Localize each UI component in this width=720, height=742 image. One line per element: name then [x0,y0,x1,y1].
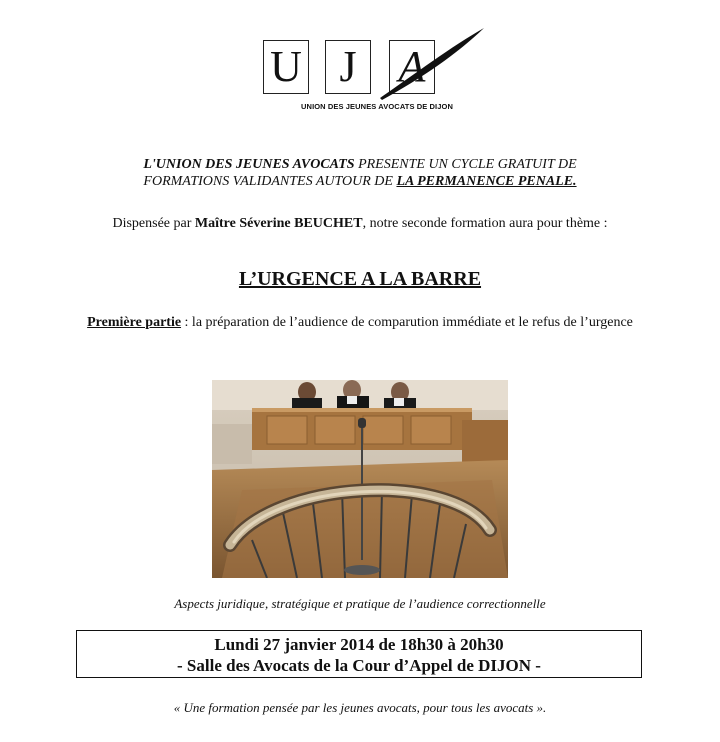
intro-topic: LA PERMANENCE PENALE. [396,174,577,189]
courtroom-illustration [212,380,508,578]
part-description: : la préparation de l’audience de comparution immédiate et le refus de l’urgence [181,315,633,330]
dispense-prefix: Dispensée par [112,216,195,231]
part-label: Première partie [87,315,182,330]
logo-letter-j: J [325,40,371,94]
intro-text-1: PRESENTE UN CYCLE GRATUIT DE [354,157,577,172]
event-location: - Salle des Avocats de la Cour d’Appel de DIJON - [177,656,541,675]
part-text [80,314,640,331]
dispense-speaker: Maître Séverine BEUCHET [194,216,363,231]
event-date: Lundi 27 janvier 2014 de 18h30 à 20h30 [214,635,504,654]
intro-text-2: FORMATIONS VALIDANTES AUTOUR DE [143,174,397,189]
dispense-text [80,215,640,232]
intro-org: L'UNION DES JEUNES AVOCATS [143,157,355,172]
aspects-text: Aspects juridique, stratégique et pratique de l’audience correctionnelle [174,596,546,611]
page-title: L’URGENCE A LA BARRE [238,268,482,290]
logo-letter-a: A [389,40,435,94]
event-box [76,630,642,678]
uja-logo [262,26,492,116]
logo-letter-u: U [263,40,309,94]
dispense-suffix: , notre seconde formation aura pour thème : [362,216,608,231]
courtroom-photo [212,380,508,578]
intro-text [0,156,720,190]
closing-quote: « Une formation pensée par les jeunes avocats, pour tous les avocats ». [173,700,547,715]
logo-tagline: UNION DES JEUNES AVOCATS DE DIJON [301,102,453,111]
